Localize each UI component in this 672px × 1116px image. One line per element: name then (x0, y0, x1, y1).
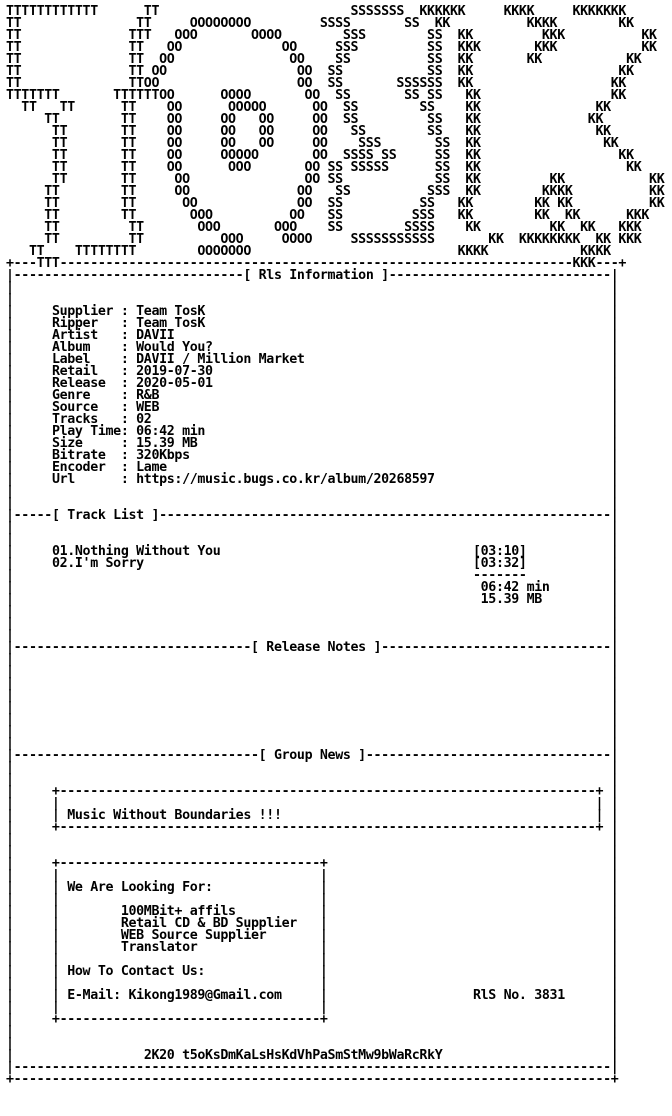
logo-line: TT TT OO OO OO OO SS SS KK KK (6, 112, 604, 127)
logo-line: TTTTTTTTTTTT TT SSSSSSS KKKKKK KKKK KKKKKKK (6, 4, 627, 19)
logo-line: TT TT OO OO SS SS KK KK KK KK (6, 196, 665, 211)
total-time: 06:42 min (480, 580, 550, 595)
track-title: 01.Nothing Without You (51, 544, 221, 559)
nfo-text: TTTTTTTTTTTT TT SSSSSSS KKKKKK KKKK KKKKKKK TT TT OOOOOOOO SSSS SS KK KKKK KK TT TTT OOO OOOO SSS SS KK KKK KK TT TT OO OO SSS SS KKK KKK KK TT TT OO OO SS SS KK KK KK TT TT OO OO SS SS KK KK TT TTOO OO SS SSSSSS KK KK TTTTTTT TTTTTTOO OOOO OO SS SS SS KK KK TT TT TT OO OOOOO OO SS SS KK KK TT TT OO OO OO OO SS SS KK KK TT TT OO OO OO OO SS SS KK KK TT TT OO OO OO OO SSS SS KK KK TT TT OO OOOOO OO SSSS SS SS KK KK TT TT OO OOO OO SS SSSSS SS KK KK TT TT OO OO SS SS KK KK KK TT TT OO OO SS SSS KK KKKK KK TT TT OO OO SS SS KK KK KK KK TT TT OOO OO SS SSS KK KK KK KKK TT TT OOO OOO SS SSSS KK KK KK KKK TT TT OOO OOOO SSSSSSSSSSS KK KKKKKKKK KK KKK TT TTTTTTTT OOOOOOO KKKK KKKK +---TTT-------------------------------------------------------------------KKK---+ |------------------------------[ Rls Information ]-----------------------------| | | | | | Supplier : Team TosK | | Ripper : Team TosK | | Artist : DAVII | | Album : Would You? | | Label : DAVII / Million Market | | Retail : 2019-07-30 | | Release : 2020-05-01 | | Genre : R&B | | Source : WEB | | Tracks : 02 | | Play Time: 06:42 min | | Size : 15.39 MB | | Bitrate : 320Kbps | | Encoder : Lame | | Url : https://music.bugs.co.kr/album/20268597 | | | | | |-----[ Track List ]-----------------------------------------------------------| | | | | | 01.Nothing Without You [03:10] | | 02.I'm Sorry [03:32] | | ------- | | 06:42 min | | 15.39 MB | | | | | | | |-------------------------------[ Release Notes ]------------------------------| | | | | | | | | | | | | | | | | |--------------------------------[ Group News ]--------------------------------| | | | | | +----------------------------------------------------------------------+ | | | | | | | Music Without Boundaries !!! | | | +----------------------------------------------------------------------+ | | | | | | +----------------------------------+ | | | | | | | We Are Looking For: | | | | | | | | 100MBit+ affils | | | | Retail CD & BD Supplier | | | | WEB Source Supplier | | | | Translator | | | | | | | | How To Contact Us: | | | | | | | | E-Mail: Kikong1989@Gmail.com | RlS No. 3831 | | | | | | +----------------------------------+ | | | | | | 2K20 t5oKsDmKaLsHsKdVhPaSmStMw9bWaRcRkY | |------------------------------------------------------------------------------| +------------------------------------------------------------------------------+ (6, 4, 665, 1087)
field-label: Tracks (51, 412, 121, 427)
field-value: Team TosK (136, 304, 206, 319)
slogan-text: Music Without Boundaries !!! (67, 808, 282, 823)
track-list-header: [ Track List ] (51, 508, 160, 523)
track-duration: [03:10] (473, 544, 527, 559)
field-value: 02 (136, 412, 152, 427)
field-value: DAVII (136, 328, 175, 343)
logo-line: TT TTTTTTTT OOOOOOO KKKK KKKK (6, 244, 611, 259)
field-value: 15.39 MB (136, 436, 198, 451)
logo-line: TT TT OO OOO OO SS SSSSS SS KK KK (6, 160, 642, 175)
logo-line: TT TT OOOOOOOO SSSS SS KK KKKK KK (6, 16, 634, 31)
logo-line: TT TT OO OO SS SS KK KK KK (6, 52, 642, 67)
field-label: Play Time (51, 424, 121, 439)
field-label: Source (51, 400, 121, 415)
logo-line: TT TT OOO OOO SS SSSS KK KK KK KKK (6, 220, 642, 235)
field-value: Would You? (136, 340, 213, 355)
field-value: 320Kbps (136, 448, 190, 463)
rls-no-value: 3831 (534, 988, 565, 1003)
track-duration: [03:32] (473, 556, 527, 571)
logo-line: TT TTOO OO SS SSSSSS KK KK (6, 76, 627, 91)
logo-line: TT TT OO OO SS SSS KK KKKK KK (6, 184, 665, 199)
logo-line: TT TT OO OO SS SS KK KK KK (6, 172, 665, 187)
logo-line: TT TT OO OOOOO OO SSSS SS SS KK KK (6, 148, 634, 163)
looking-for-title: We Are Looking For: (67, 880, 213, 895)
field-label: Release (51, 376, 121, 391)
field-label: Ripper (51, 316, 121, 331)
looking-for-item: WEB Source Supplier (120, 928, 267, 943)
field-value: WEB (136, 400, 160, 415)
field-value: Lame (136, 460, 167, 475)
field-value: R&B (136, 388, 160, 403)
field-value: DAVII / Million Market (136, 352, 305, 367)
logo-line: TT TT OO OO SSS SS KKK KKK KK (6, 40, 657, 55)
contact-title: How To Contact Us: (67, 964, 206, 979)
release-notes-header: [ Release Notes ] (250, 640, 382, 655)
looking-for-item: Translator (120, 940, 198, 955)
total-size: 15.39 MB (480, 592, 542, 607)
logo-line: TT TT OO OO OO OO SSS SS KK KK (6, 136, 619, 151)
field-label: Genre (51, 388, 121, 403)
email-address: Kikong1989@Gmail.com (128, 988, 282, 1003)
field-label: Supplier (51, 304, 121, 319)
rls-no-label: RlS No. (473, 988, 527, 1003)
logo-line: TT TT OO OO SS SS KK KK (6, 64, 634, 79)
field-value: 2020-05-01 (136, 376, 213, 391)
logo-line: TTTTTTT TTTTTTOO OOOO OO SS SS SS KK KK (6, 88, 627, 103)
nfo-document (6, 6, 664, 1086)
field-value: 2019-07-30 (136, 364, 213, 379)
field-label: Bitrate (51, 448, 121, 463)
field-label: Artist (51, 328, 121, 343)
logo-line: TT TT OO OO OO OO SS SS KK KK (6, 124, 611, 139)
field-value: 06:42 min (136, 424, 206, 439)
field-label: Encoder (51, 460, 121, 475)
field-label: Size (51, 436, 121, 451)
field-value: Team TosK (136, 316, 206, 331)
rls-info-header: [ Rls Information ] (243, 268, 389, 283)
field-value: https://music.bugs.co.kr/album/20268597 (136, 472, 435, 487)
track-title: 02.I'm Sorry (51, 556, 144, 571)
field-label: Url (51, 472, 121, 487)
looking-for-item: 100MBit+ affils (120, 904, 236, 919)
logo-line: TT TT OOO OOOO SSSSSSSSSSS KK KKKKKKKK KK KKK (6, 232, 642, 247)
logo-line: TT TT TT OO OOOOO OO SS SS KK KK (6, 100, 611, 115)
field-label: Album (51, 340, 121, 355)
looking-for-item: Retail CD & BD Supplier (120, 916, 297, 931)
footer-tag: 2K20 t5oKsDmKaLsHsKdVhPaSmStMw9bWaRcRkY (143, 1048, 443, 1063)
logo-line: TT TT OOO OO SS SSS KK KK KK KKK (6, 208, 650, 223)
field-label: Label (51, 352, 121, 367)
field-label: Retail (51, 364, 121, 379)
logo-line: TT TTT OOO OOOO SSS SS KK KKK KK (6, 28, 657, 43)
email-label: E-Mail: (67, 988, 121, 1003)
group-news-header: [ Group News ] (258, 748, 366, 763)
